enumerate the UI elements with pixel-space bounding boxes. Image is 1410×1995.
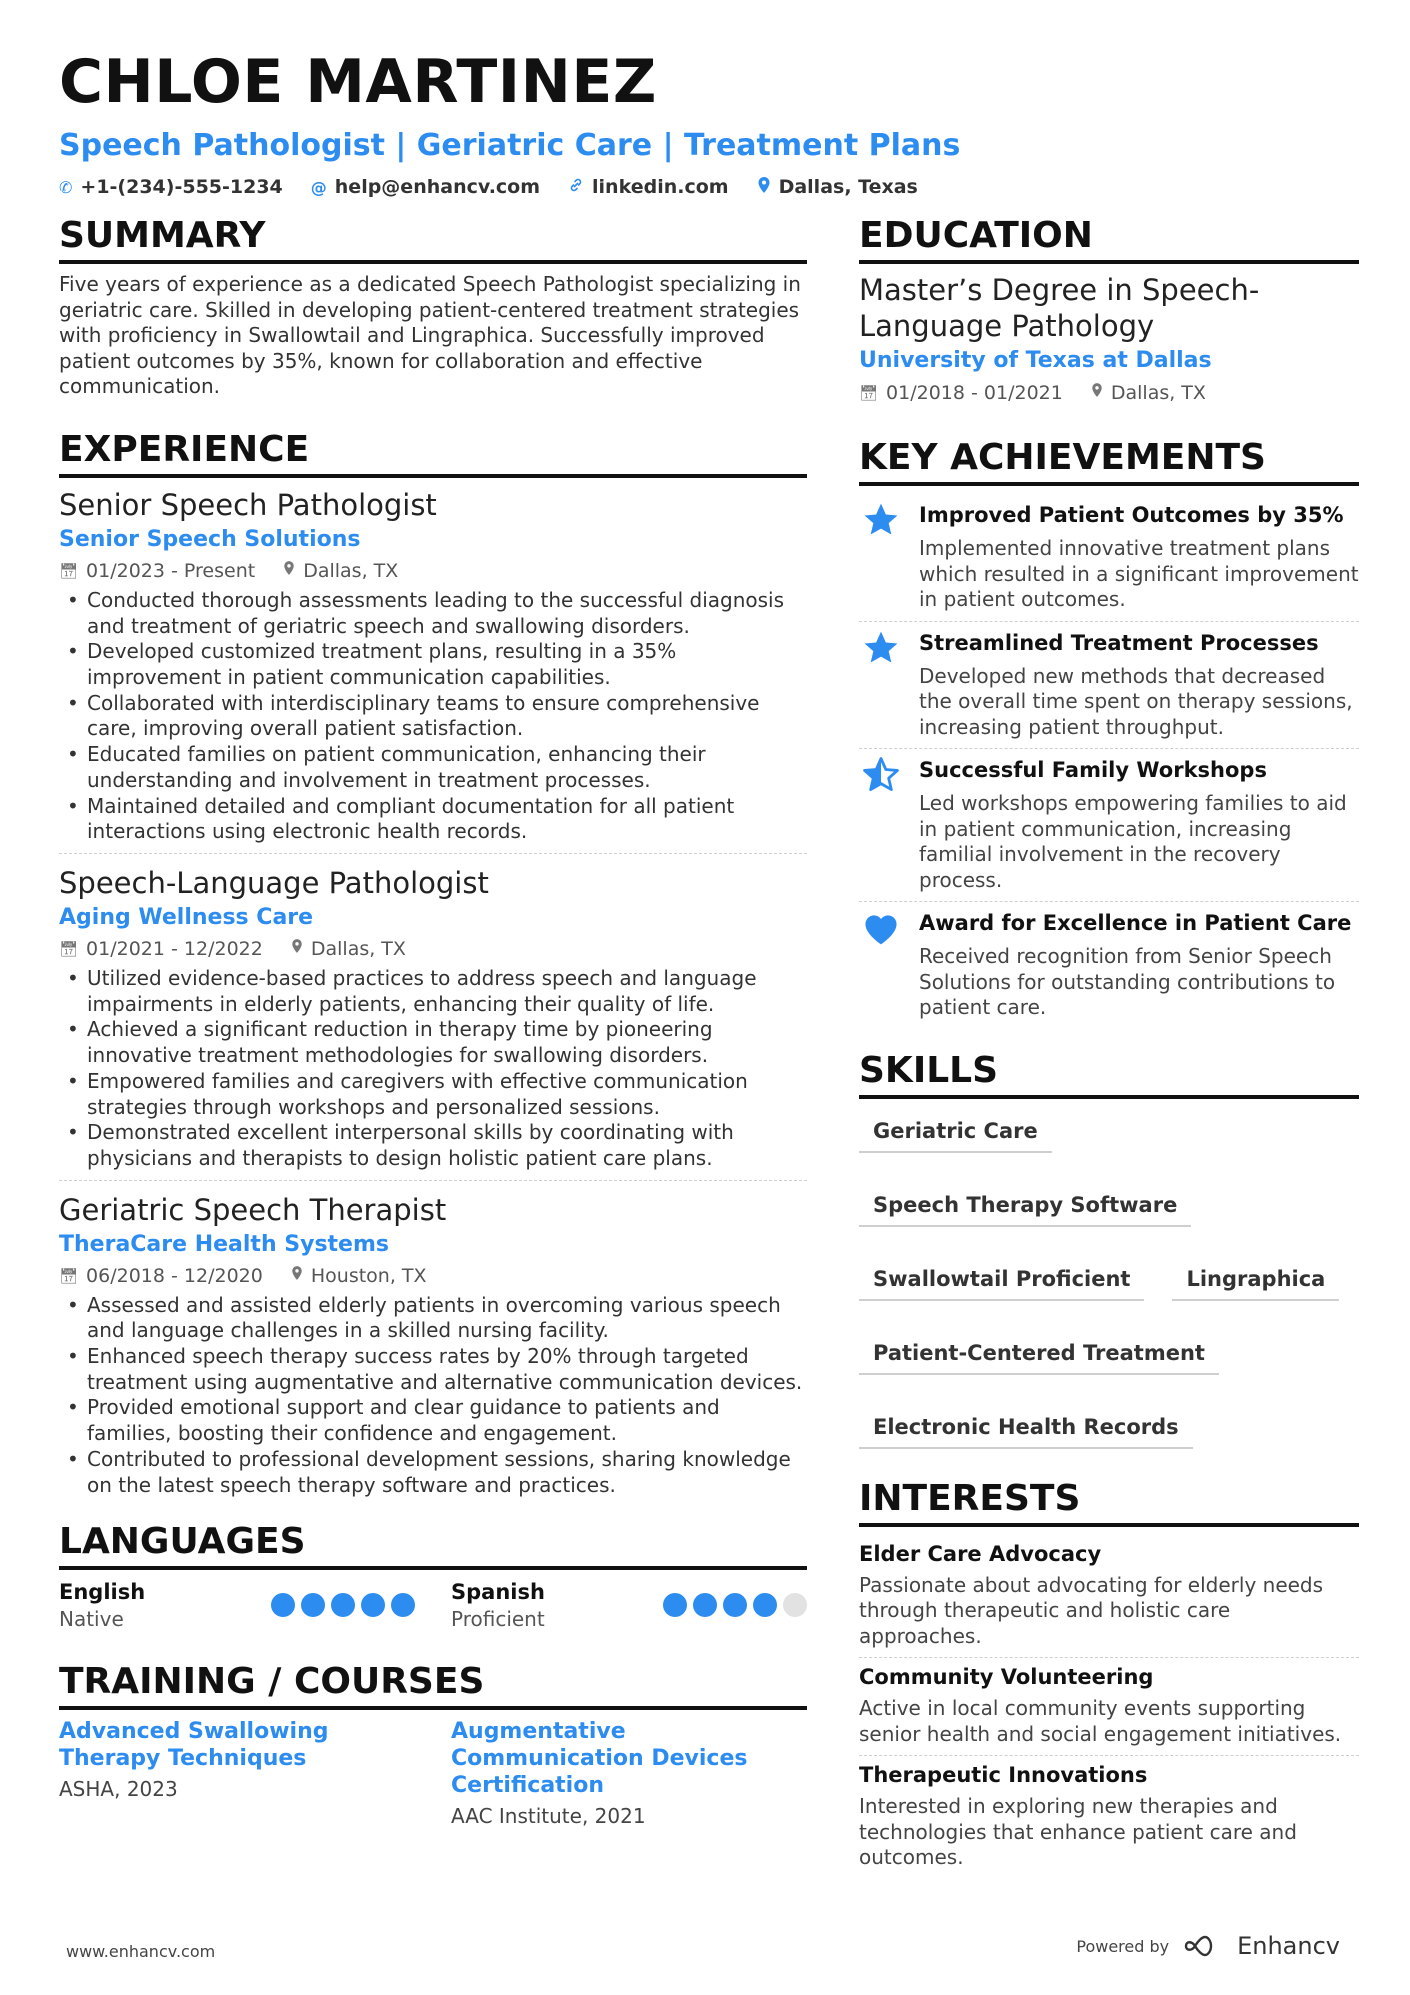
rating-dot-filled xyxy=(271,1593,295,1617)
education-location-text: Dallas, TX xyxy=(1110,382,1206,404)
school-name: University of Texas at Dallas xyxy=(859,348,1212,373)
contact-linkedin[interactable] xyxy=(568,176,729,198)
phone-icon: ✆ xyxy=(59,177,73,197)
skill-tag: Geriatric Care xyxy=(859,1115,1052,1153)
calendar-icon: 📅︎ xyxy=(59,1266,79,1285)
interest-desc: Active in local community events supporting senior health and social engagement initiatives. xyxy=(859,1696,1342,1746)
job-entry xyxy=(59,1191,807,1507)
achievement-item xyxy=(859,902,1359,1029)
training-heading: TRAINING / COURSES xyxy=(59,1660,807,1710)
job-dates xyxy=(59,1261,263,1291)
education-dates xyxy=(859,378,1063,408)
language-level: Proficient xyxy=(451,1607,545,1632)
job-title: Senior Speech Pathologist xyxy=(59,487,437,522)
summary-text: Five years of experience as a dedicated Speech Pathologist specializing in geriatric care. Skilled in developing patient-centered treatment strategies with proficiency in Swallowtail and Lingraphica. Successfully improved patient outcomes by 35%, known for collaboration and effective communication. xyxy=(59,272,801,399)
skills-heading: SKILLS xyxy=(859,1049,1359,1099)
interests-section xyxy=(859,1477,1359,1879)
interest-item xyxy=(859,1658,1359,1756)
candidate-name: CHLOE MARTINEZ xyxy=(59,47,657,117)
interest-title: Therapeutic Innovations xyxy=(859,1763,1148,1787)
achievement-item xyxy=(859,494,1359,622)
at-icon: @ xyxy=(310,177,327,197)
bullet-item: • Empowered families and caregivers with effective communication strategies through workshops and personalized sessions. xyxy=(59,1069,807,1120)
location-pin-icon xyxy=(1091,378,1103,408)
achievements-section xyxy=(859,436,1359,1029)
brand-name: Enhancv xyxy=(1237,1932,1340,1960)
bullet-item: • Assessed and assisted elderly patients in overcoming various speech and language challenges in a skilled nursing facility. xyxy=(59,1293,807,1344)
job-location xyxy=(291,934,406,964)
achievement-title: Improved Patient Outcomes by 35% xyxy=(919,503,1344,527)
bullet-item: • Contributed to professional development sessions, sharing knowledge on the latest speech therapy software and practices. xyxy=(59,1447,807,1498)
job-location-text: Dallas, TX xyxy=(310,938,406,960)
enhancv-logo xyxy=(1183,1932,1340,1960)
achievement-title: Award for Excellence in Patient Care xyxy=(919,911,1352,935)
job-dates-text: 06/2018 - 12/2020 xyxy=(86,1264,263,1287)
bullet-item: • Enhanced speech therapy success rates by 20% through targeted treatment using augmentative and alternative communication devices. xyxy=(59,1344,807,1395)
interest-desc: Interested in exploring new therapies and technologies that enhance patient care and outcomes. xyxy=(859,1794,1297,1869)
achievement-desc: Implemented innovative treatment plans which resulted in a significant improvement in patient outcomes. xyxy=(919,536,1359,611)
summary-heading: SUMMARY xyxy=(59,214,807,264)
link-icon xyxy=(568,177,584,197)
languages-heading: LANGUAGES xyxy=(59,1520,807,1570)
job-location-text: Houston, TX xyxy=(310,1264,427,1287)
company-name: Senior Speech Solutions xyxy=(59,526,361,552)
left-column xyxy=(59,214,807,1861)
education-meta xyxy=(859,378,1359,408)
company-name: TheraCare Health Systems xyxy=(59,1231,389,1257)
skill-tag: Patient-Centered Treatment xyxy=(859,1337,1219,1375)
contact-phone[interactable] xyxy=(59,176,283,198)
contact-location xyxy=(757,176,918,198)
job-dates xyxy=(59,934,263,964)
calendar-icon: 📅︎ xyxy=(59,561,79,580)
job-dates xyxy=(59,556,255,586)
rating-dot-filled xyxy=(331,1593,355,1617)
job-bullets xyxy=(59,966,807,1172)
language-item xyxy=(59,1578,415,1632)
language-rating xyxy=(663,1593,807,1617)
education-location xyxy=(1091,378,1206,408)
languages-section xyxy=(59,1520,807,1632)
achievement-item xyxy=(859,622,1359,750)
calendar-icon: 📅︎ xyxy=(859,384,879,402)
skill-tag: Lingraphica xyxy=(1172,1263,1339,1301)
calendar-icon: 📅︎ xyxy=(59,940,79,958)
bullet-item: • Collaborated with interdisciplinary teams to ensure comprehensive care, improving overall patient satisfaction. xyxy=(59,691,807,742)
location-text: Dallas, Texas xyxy=(778,176,918,198)
job-location xyxy=(283,556,398,586)
achievement-title: Streamlined Treatment Processes xyxy=(919,630,1319,655)
achievement-title: Successful Family Workshops xyxy=(919,758,1267,782)
education-section xyxy=(859,214,1359,408)
bullet-item: • Provided emotional support and clear guidance to patients and families, boosting their confidence and engagement. xyxy=(59,1395,807,1446)
language-name: English xyxy=(59,1580,146,1605)
achievement-desc: Developed new methods that decreased the overall time spent on therapy sessions, increasing patient throughput. xyxy=(919,663,1353,739)
rating-dot-filled xyxy=(753,1593,777,1617)
rating-dot-filled xyxy=(663,1593,687,1617)
footer-website[interactable]: www.enhancv.com xyxy=(66,1942,216,1961)
location-pin-icon xyxy=(291,1261,303,1291)
bullet-item: • Utilized evidence-based practices to address speech and language impairments in elderly patients, enhancing their quality of life. xyxy=(59,966,807,1017)
rating-dot-filled xyxy=(391,1593,415,1617)
linkedin-text: linkedin.com xyxy=(592,176,729,198)
training-item xyxy=(451,1718,807,1833)
bullet-item: • Maintained detailed and compliant documentation for all patient interactions using electronic health records. xyxy=(59,794,807,845)
resume-header xyxy=(59,44,1359,198)
location-pin-icon xyxy=(291,934,303,964)
education-heading: EDUCATION xyxy=(859,214,1359,264)
job-bullets xyxy=(59,1293,807,1499)
bullet-item: • Conducted thorough assessments leading to the successful diagnosis and treatment of geriatric speech and swallowing disorders. xyxy=(59,588,807,639)
interest-item xyxy=(859,1756,1359,1879)
language-item xyxy=(451,1578,807,1632)
bullet-item: • Demonstrated excellent interpersonal skills by coordinating with physicians and therapists to design holistic patient care plans. xyxy=(59,1120,807,1171)
skill-tag: Speech Therapy Software xyxy=(859,1189,1191,1227)
star-icon xyxy=(859,500,903,613)
job-dates-text: 01/2021 - 12/2022 xyxy=(86,938,263,960)
rating-dot-filled xyxy=(723,1593,747,1617)
rating-dot-filled xyxy=(361,1593,385,1617)
job-entry xyxy=(59,486,807,854)
infinity-logo-icon xyxy=(1183,1934,1229,1958)
powered-by-label: Powered by xyxy=(1076,1936,1170,1956)
headline: Speech Pathologist | Geriatric Care | Treatment Plans xyxy=(59,128,961,163)
training-item xyxy=(59,1718,415,1833)
training-provider: ASHA, 2023 xyxy=(59,1777,178,1802)
star-icon xyxy=(859,628,903,741)
interests-heading: INTERESTS xyxy=(859,1477,1359,1527)
job-entry xyxy=(59,864,807,1181)
achievement-item xyxy=(859,749,1359,902)
bullet-item: • Educated families on patient communication, enhancing their understanding and involvement in treatment processes. xyxy=(59,742,807,793)
job-title: Geriatric Speech Therapist xyxy=(59,1192,447,1227)
contact-list xyxy=(59,176,1359,198)
email-text: help@enhancv.com xyxy=(334,176,541,198)
language-list xyxy=(59,1578,807,1632)
rating-dot-empty xyxy=(783,1593,807,1617)
right-column xyxy=(859,214,1359,1907)
experience-heading: EXPERIENCE xyxy=(59,428,807,478)
company-name: Aging Wellness Care xyxy=(59,905,314,930)
summary-section xyxy=(59,214,807,400)
phone-text: +1-(234)-555-1234 xyxy=(80,176,283,198)
job-meta xyxy=(59,1261,807,1291)
language-rating xyxy=(271,1593,415,1617)
interest-desc: Passionate about advocating for elderly needs through therapeutic and holistic care approaches. xyxy=(859,1572,1324,1648)
training-list xyxy=(59,1718,807,1833)
language-name: Spanish xyxy=(451,1580,545,1605)
skill-tag: Electronic Health Records xyxy=(859,1411,1193,1449)
heart-icon xyxy=(859,908,903,1021)
language-level: Native xyxy=(59,1607,124,1632)
degree: Master’s Degree in Speech-Language Pathology xyxy=(859,273,1260,343)
job-bullets xyxy=(59,588,807,845)
bullet-item: • Achieved a significant reduction in therapy time by pioneering innovative treatment methodologies for swallowing disorders. xyxy=(59,1017,807,1068)
contact-email[interactable] xyxy=(311,176,540,198)
interest-item xyxy=(859,1535,1359,1659)
job-location xyxy=(291,1261,427,1291)
star-outline-icon xyxy=(859,755,903,893)
skills-list xyxy=(859,1107,1359,1449)
education-dates-text: 01/2018 - 01/2021 xyxy=(886,382,1063,404)
location-pin-icon xyxy=(757,176,771,198)
interest-title: Elder Care Advocacy xyxy=(859,1541,1102,1566)
training-title: Augmentative Communication Devices Certification xyxy=(451,1719,748,1799)
bullet-item: • Developed customized treatment plans, resulting in a 35% improvement in patient communication capabilities. xyxy=(59,639,807,690)
rating-dot-filled xyxy=(693,1593,717,1617)
job-dates-text: 01/2023 - Present xyxy=(86,559,256,582)
achievements-heading: KEY ACHIEVEMENTS xyxy=(859,436,1359,486)
skill-tag: Swallowtail Proficient xyxy=(859,1263,1144,1301)
job-meta xyxy=(59,934,807,964)
job-title: Speech-Language Pathologist xyxy=(59,866,489,900)
rating-dot-filled xyxy=(301,1593,325,1617)
job-location-text: Dallas, TX xyxy=(303,559,399,582)
achievement-desc: Led workshops empowering families to aid in patient communication, increasing familial involvement in the recovery process. xyxy=(919,791,1347,892)
training-title: Advanced Swallowing Therapy Techniques xyxy=(59,1719,329,1772)
footer-branding[interactable] xyxy=(1076,1932,1340,1960)
training-section xyxy=(59,1660,807,1833)
location-pin-icon xyxy=(283,556,295,586)
interest-title: Community Volunteering xyxy=(859,1665,1154,1689)
training-provider: AAC Institute, 2021 xyxy=(451,1804,646,1829)
achievement-desc: Received recognition from Senior Speech Solutions for outstanding contributions to patient care. xyxy=(919,944,1336,1019)
job-meta xyxy=(59,556,807,586)
skills-section xyxy=(859,1049,1359,1449)
experience-section xyxy=(59,428,807,1506)
